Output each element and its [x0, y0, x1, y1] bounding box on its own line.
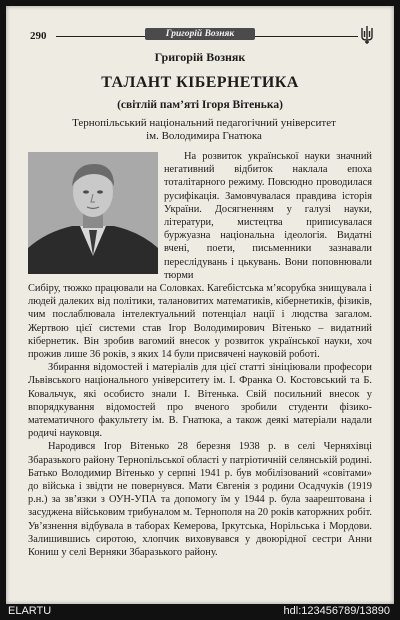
handle-identifier: hdl:123456789/13890	[283, 605, 390, 617]
paragraph-2: Збирання відомостей і матеріалів для цієї статті зініціювали професори Львівського національного університету ім. І. Франка О. Костовський та Б. Ковальчук, які особисто знали І. Вітенька. Свій посильний внесок у впорядкування відомостей про вченого зробили студенти фізико-математичного факультету ім. В. Гнатюка, а також деякі матеріали надали родичі науковця.	[28, 362, 372, 440]
trident-emblem-icon	[360, 25, 374, 45]
paragraph-1-wrapped	[164, 150, 372, 282]
running-author: Григорій Возняк	[145, 28, 255, 40]
affiliation-line-1: Тернопільський національний педагогічний університет	[72, 117, 336, 129]
affiliation	[46, 117, 362, 143]
article-title: ТАЛАНТ КІБЕРНЕТИКА	[101, 74, 299, 91]
article-body	[28, 150, 372, 559]
paragraph-1-continued: Сибіру, тюжко працювали на Соловках. Кагебістська м’ясорубка знищувала і людей далеких від політики, талановитих математиків, кібернетиків, фізиків, чим послаблювала інтелектуальний потенціал нації і людства загалом. Жертвою цієї системи став Ігор Володимирович Вітенько – видатний кібернетик. Він зробив вагомий внесок у розвиток української науки, хоч прожив лише 36 років, з яких 14 були присвячені науковій роботі.	[28, 283, 372, 361]
running-header	[30, 29, 374, 45]
repository-name: ELARTU	[8, 605, 52, 617]
article-author: Григорій Возняк	[154, 50, 246, 64]
page-number: 290	[30, 30, 47, 42]
paragraph-1-start: На розвиток української науки значний негативний відбиток наклала епоха тоталітарного режиму. Повсюдно проводилася русифікація. Замовчувалася правдива історія України. Досягненням у галузі науки, літератури, мистецтва приписувалася буржуазна національна ідеологія. Видатні вчені, поети, письменники зазнавали переслідувань і цькувань. Вони поповнювали тюрми	[164, 151, 372, 281]
affiliation-line-2: ім. Володимира Гнатюка	[146, 130, 262, 142]
article-subtitle: (світлій пам’яті Ігоря Вітенька)	[117, 99, 283, 111]
scanned-page	[6, 6, 394, 604]
paragraph-3: Народився Ігор Вітенько 28 березня 1938 р. в селі Черняхівці Збаразького району Тернопільської області у патріотичній селянській родині. Батько Володимир Вітенько у серпні 1941 р. був мобілізований «совітами» до війська і звідти не повернувся. Мати Євгенія з родини Осадчуків (1919 р.н.) за зв’язки з ОУН-УПА та допомогу їм у 1944 р. була заарештована і засуджена військовим трибуналом м. Тернополя на 20 років каторжних робіт. Ув’язнення відбувала в таборах Кемерова, Іркутська, Норільська і Мордови. Залишившись сиротою, хлопчик виховувався у двоюрідної сестри Анни Кониш у селі Верняки Збаразького району.	[28, 441, 372, 559]
status-footer	[0, 604, 400, 620]
